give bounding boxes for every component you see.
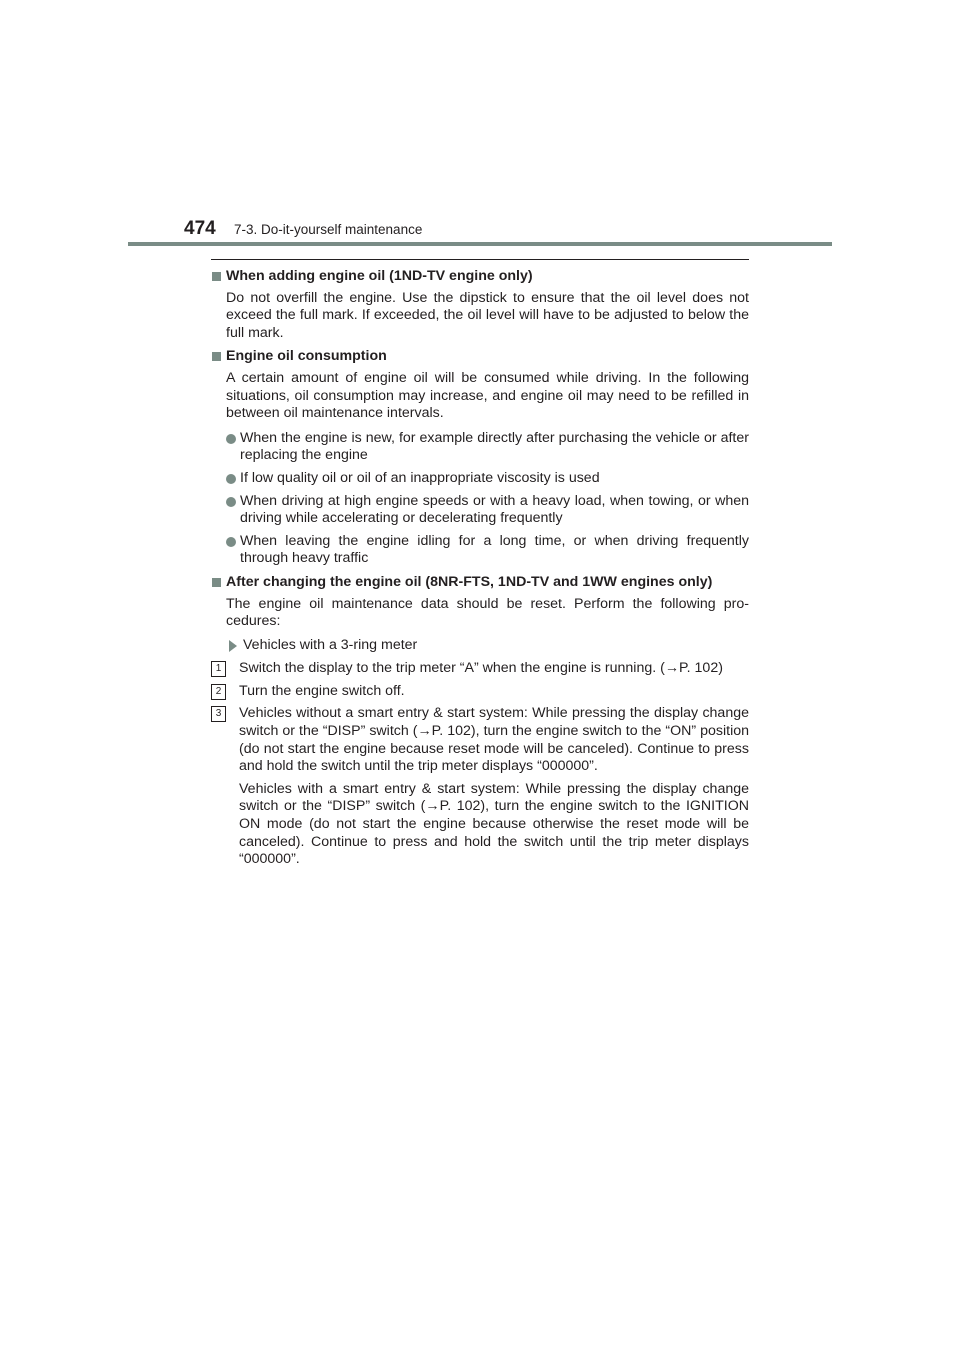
section-text: A certain amount of engine oil will be consumed while driving. In the following situations, oil consumption may increase, and engine oil may need to be refilled in between oil maintenance intervals.: [226, 369, 749, 422]
circle-bullet-icon: [226, 497, 236, 507]
step-text: Vehicles with a smart entry & start system: While pressing the display change switch or the “DISP” switch (→P. 102), turn the engine switch to the IGNITION ON mode (do not start the engine because otherwise the reset mode will be canceled). Continue to press and hold the switch until the trip meter displays “000000”.: [239, 780, 749, 868]
section-heading: [211, 574, 749, 592]
section-text: Do not overfill the engine. Use the dipstick to ensure that the oil level does not exceed the full mark. If exceeded, the oil level will have to be adjusted to below the full mark.: [226, 289, 749, 341]
circle-bullet-icon: [226, 434, 236, 444]
circle-bullet-icon: [226, 537, 236, 547]
procedure-step: [211, 660, 749, 678]
step-text: Vehicles without a smart entry & start system: While pressing the display change switch or the “DISP” switch (→P. 102), turn the engine switch to the “ON” position (do not start the engine because reset mode will be canceled). Continue to press and hold the switch until the trip meter displays “000000”.: [239, 705, 749, 775]
procedure-step: [211, 683, 749, 701]
section-text: The engine oil maintenance data should be reset. Perform the following pro-cedures:: [226, 595, 749, 630]
section-heading: [211, 348, 749, 366]
bullet-text: When leaving the engine idling for a long time, or when driving frequently through heavy traffic: [240, 532, 749, 567]
step-number: 1: [211, 661, 226, 677]
bullet-text: If low quality oil or oil of an inappropriate viscosity is used: [240, 469, 600, 486]
list-item: [226, 533, 749, 568]
step-number: 2: [211, 684, 226, 700]
square-icon: [212, 352, 221, 361]
bullet-text: When the engine is new, for example directly after purchasing the vehicle or after replacing the engine: [240, 429, 749, 464]
square-icon: [212, 578, 221, 587]
step-text: Turn the engine switch off.: [239, 682, 405, 699]
procedure-step: [211, 705, 749, 868]
running-head: 7-3. Do-it-yourself maintenance: [234, 222, 423, 237]
subtitle-text: Vehicles with a 3-ring meter: [243, 636, 418, 653]
section-title: After changing the engine oil (8NR-FTS, 1ND-TV and 1WW engines only): [226, 573, 713, 590]
section-title: When adding engine oil (1ND-TV engine only): [226, 268, 533, 284]
list-item: [226, 493, 749, 528]
step-number: 3: [211, 706, 226, 722]
page-number: 474: [184, 218, 216, 239]
triangle-right-icon: [229, 640, 237, 652]
page-content: [211, 265, 749, 869]
section-rule: [211, 259, 749, 260]
square-icon: [212, 272, 221, 281]
circle-bullet-icon: [226, 474, 236, 484]
section-heading: [211, 268, 749, 286]
list-item: [226, 430, 749, 465]
bullet-text: When driving at high engine speeds or with a heavy load, when towing, or when driving while accelerating or decelerating frequently: [240, 492, 749, 527]
header-divider: [128, 242, 832, 246]
subsection-title: [226, 637, 749, 655]
step-text: Switch the display to the trip meter “A” when the engine is running. (→P. 102): [239, 660, 723, 677]
section-title: Engine oil consumption: [226, 348, 387, 365]
list-item: [226, 470, 749, 488]
